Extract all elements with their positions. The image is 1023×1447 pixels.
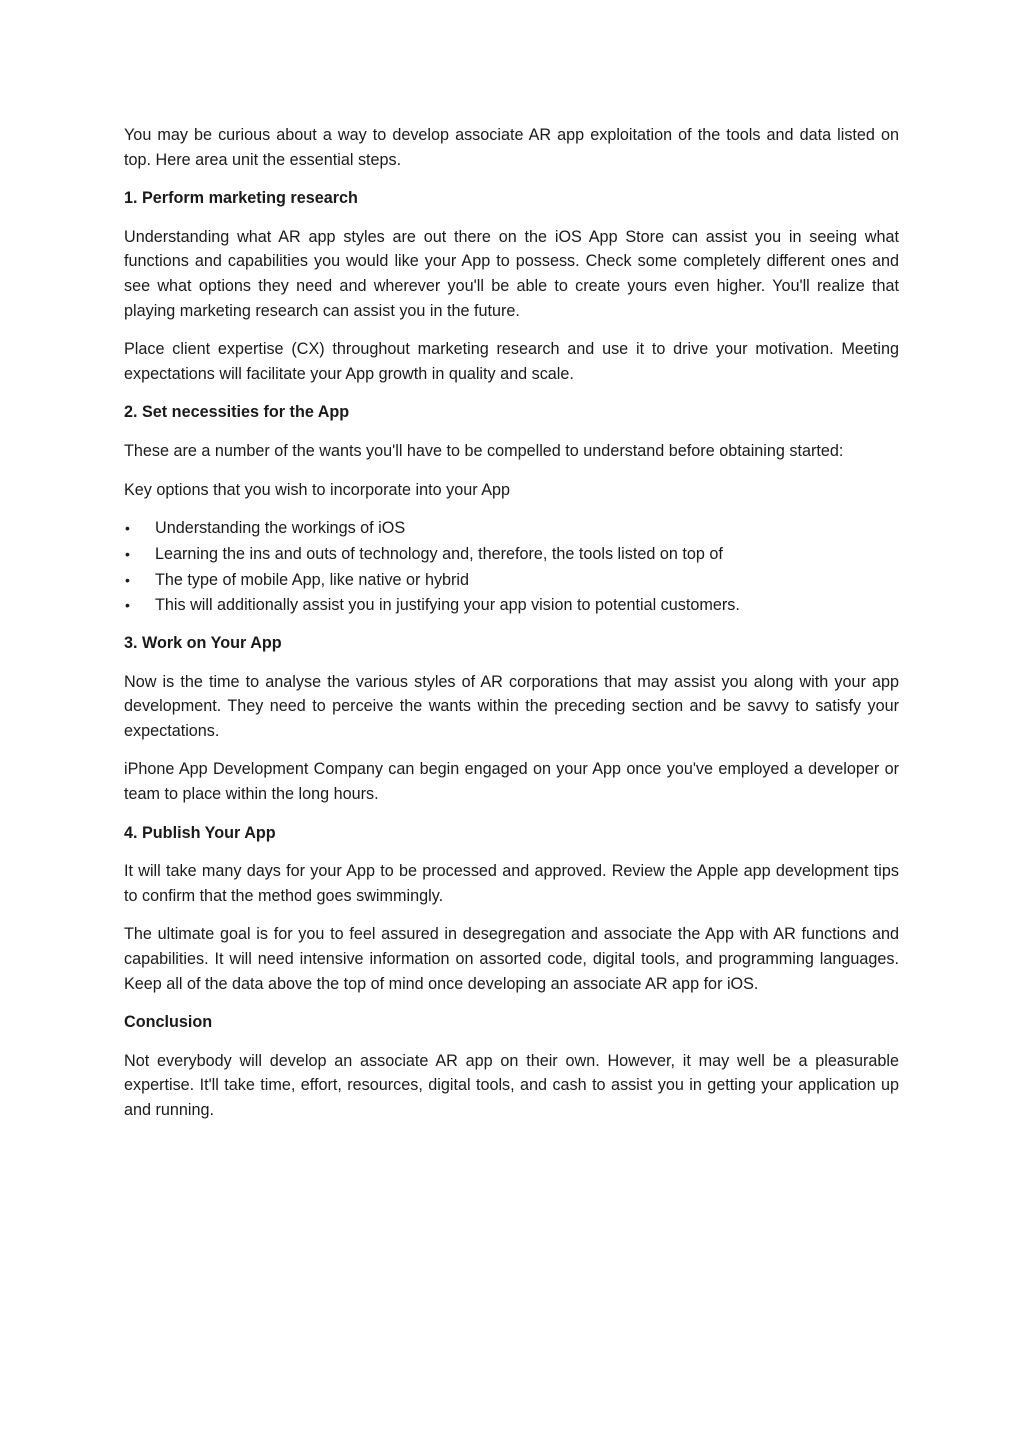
bullet-icon: • (125, 571, 130, 588)
conclusion-paragraph: Not everybody will develop an associate AR app on their own. However, it may well be a pleasurable expertise. It'll take time, effort, resources, digital tools, and cash to assist you in getting your application up and running. (124, 1051, 899, 1119)
bullet-icon: • (125, 520, 130, 537)
list-item-text: This will additionally assist you in justifying your app vision to potential customers. (155, 596, 740, 615)
document-body (124, 123, 899, 1137)
section-heading-conclusion: Conclusion (124, 1013, 213, 1032)
intro-paragraph: You may be curious about a way to develop associate AR app exploitation of the tools and data listed on top. Here area unit the essential steps. (124, 126, 899, 169)
list-item (124, 542, 899, 567)
bullet-icon: • (125, 597, 130, 614)
list-item-text: Understanding the workings of iOS (155, 519, 406, 538)
work-on-app-paragraph-1: Now is the time to analyse the various styles of AR corporations that may assist you along with your app development. They need to perceive the wants within the preceding section and be savvy to satisfy your expectations. (124, 672, 899, 740)
publish-paragraph-1: It will take many days for your App to be processed and approved. Review the Apple app development tips to confirm that the method goes swimmingly. (124, 862, 899, 905)
list-item-text: Learning the ins and outs of technology and, therefore, the tools listed on top of (155, 544, 723, 563)
requirements-bullet-list (124, 516, 899, 618)
list-item (124, 568, 899, 593)
section-heading-publish: 4. Publish Your App (124, 823, 276, 842)
work-on-app-paragraph-2: iPhone App Development Company can begin engaged on your App once you've employed a developer or team to place within the long hours. (124, 760, 899, 804)
list-item-text: The type of mobile App, like native or hybrid (155, 570, 470, 589)
requirements-paragraph-1: These are a number of the wants you'll have to be compelled to understand before obtaining started: (124, 441, 844, 460)
section-heading-market-research: 1. Perform marketing research (124, 189, 358, 208)
bullet-icon: • (125, 545, 130, 562)
requirements-paragraph-2: Key options that you wish to incorporate into your App (124, 480, 511, 499)
market-research-paragraph-1: Understanding what AR app styles are out there on the iOS App Store can assist you in seeing what functions and capabilities you would like your App to possess. Check some completely different ones and see what options they need and wherever you'll be able to create yours even higher. You'll realize that playing marketing research can assist you in the future. (124, 227, 899, 320)
publish-paragraph-2: The ultimate goal is for you to feel assured in desegregation and associate the App with AR functions and capabilities. It will need intensive information on assorted code, digital tools, and programming languages. Keep all of the data above the top of mind once developing an associate AR app for iOS. (124, 925, 899, 993)
market-research-paragraph-2: Place client expertise (CX) throughout marketing research and use it to drive your motivation. Meeting expectations will facilitate your App growth in quality and scale. (124, 340, 899, 383)
list-item (124, 516, 899, 541)
section-heading-requirements: 2. Set necessities for the App (124, 403, 350, 422)
list-item (124, 593, 899, 618)
section-heading-work-on-app: 3. Work on Your App (124, 634, 282, 653)
